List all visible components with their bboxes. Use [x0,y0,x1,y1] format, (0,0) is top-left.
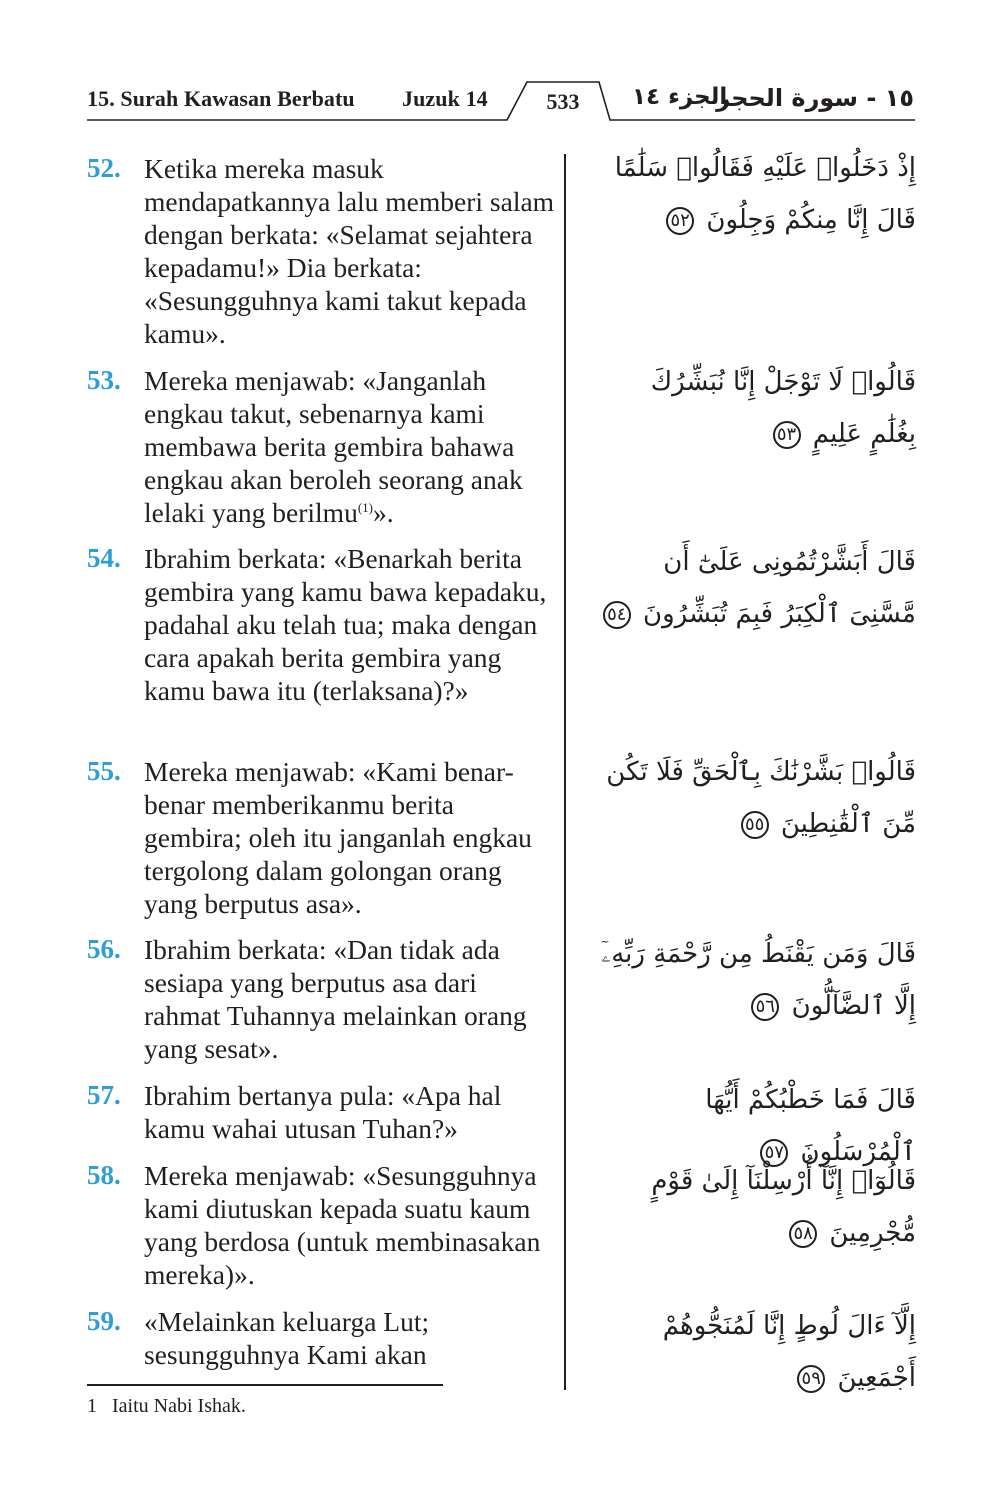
verse-number: 53. [87,365,121,395]
arabic-text: قَالَ وَمَن يَقْنَطُ مِن رَّحْمَةِ رَبِّهِۦٓ إِلَّا ٱلضَّآلُّونَ [601,939,916,1021]
verse-59-arabic [598,1300,916,1404]
column-divider [564,154,566,1390]
verse-text: Mereka menjawab: «Sesungguhnya kami diutuskan kepada suatu kaum yang berdosa (untuk membinasakan mereka)». [144,1160,541,1290]
arabic-text: قَالُوا۟ بَشَّرْنَٰكَ بِٱلْحَقِّ فَلَا تَكُن مِّنَ ٱلْقَٰنِطِينَ [606,757,916,839]
footnote-rule [87,1384,443,1386]
footnote-reference[interactable]: (1) [357,499,373,515]
ayah-end-marker: ٥٢ [666,207,694,235]
verse-text: Ibrahim berkata: «Dan tidak ada sesiapa yang berputus asa dari rahmat Tuhannya melainkan orang yang sesat». [144,934,527,1064]
ayah-end-marker: ٥٨ [789,1220,817,1248]
verse-number: 59. [87,1306,121,1336]
verse-text: Mereka menjawab: «Janganlah engkau takut, sebenarnya kami membawa berita gembira bahawa engkau akan beroleh seorang anak lelaki yang berilmu$^{(1)}$». [144,365,523,528]
verse-52-arabic [598,142,916,246]
verse-text: Ibrahim bertanya pula: «Apa hal kamu wahai utusan Tuhan?» [144,1080,502,1144]
verse-text: Mereka menjawab: «Kami benar-benar memberikanmu berita gembira; oleh itu janganlah engkau tergolong dalam golongan orang yang berputus asa». [144,756,532,919]
verse-number: 54. [87,543,121,573]
verse-text: «Melainkan keluarga Lut; sesungguhnya Kami akan [144,1306,430,1370]
verse-52-translation [87,152,557,350]
arabic-text: قَالُوا۟ لَا تَوْجَلْ إِنَّا نُبَشِّرُكَ بِغُلَٰمٍ عَلِيمٍ [650,367,916,449]
verse-number: 57. [87,1080,121,1110]
verse-59-translation [87,1305,557,1371]
verse-56-translation [87,933,557,1065]
footnote-text: Iaitu Nabi Ishak. [112,1395,246,1417]
verse-58-arabic [598,1155,916,1259]
verse-56-arabic [598,928,916,1032]
verse-text: Ketika mereka masuk mendapatkannya lalu memberi salam dengan berkata: «Selamat sejahtera kepadamu!» Dia berkata: «Sesungguhnya kami takut kepada kamu». [144,153,555,349]
arabic-text: قَالَ أَبَشَّرْتُمُونِى عَلَىٰٓ أَن مَّسَّنِىَ ٱلْكِبَرُ فَبِمَ تُبَشِّرُونَ [643,547,916,629]
ayah-end-marker: ٥٩ [797,1365,825,1393]
verse-54-arabic [598,536,916,640]
verse-number: 52. [87,153,121,183]
verse-54-translation [87,542,557,707]
verse-53-arabic [598,356,916,460]
ayah-end-marker: ٥٣ [773,421,801,449]
ayah-end-marker: ٥٦ [751,993,779,1021]
verse-55-translation [87,755,557,920]
surah-title: 15. Surah Kawasan Berbatu [87,86,355,111]
verse-number: 58. [87,1160,121,1190]
verse-text: Ibrahim berkata: «Benarkah berita gembira yang kamu bawa kepadaku, padahal aku telah tua; maka dengan cara apakah berita gembira yang kamu bawa itu (terlaksana)?» [144,543,547,706]
juzuk-label: Juzuk 14 [402,86,488,111]
verse-53-translation [87,364,557,529]
surah-arabic-title: ١٥ - سورة الحجر [716,84,914,112]
footnote-number: 1 [87,1395,97,1417]
arabic-text: قَالَ فَمَا خَطْبُكُمْ أَيُّهَا ٱلْمُرْسَلُونَ [705,1085,916,1167]
verse-57-translation [87,1079,557,1145]
arabic-text: إِذْ دَخَلُوا۟ عَلَيْهِ فَقَالُوا۟ سَلَٰمًا قَالَ إِنَّا مِنكُمْ وَجِلُونَ [614,153,916,235]
verse-55-arabic [598,746,916,850]
juz-arabic: الجزء ١٤ [632,84,728,110]
arabic-text: قَالُوٓا۟ إِنَّآ أُرْسِلْنَآ إِلَىٰ قَوْمٍ مُّجْرِمِينَ [651,1166,916,1248]
verse-58-translation [87,1159,557,1291]
ayah-end-marker: ٥٤ [603,601,631,629]
ayah-end-marker: ٥٥ [741,811,769,839]
arabic-text: إِلَّآ ءَالَ لُوطٍ إِنَّا لَمُنَجُّوهُمْ أَجْمَعِينَ [662,1311,916,1393]
verse-number: 55. [87,756,121,786]
verse-number: 56. [87,934,121,964]
footnote [87,1395,246,1418]
ayah-end-marker: ٥٧ [760,1139,788,1167]
page-number: 533 [546,89,580,114]
